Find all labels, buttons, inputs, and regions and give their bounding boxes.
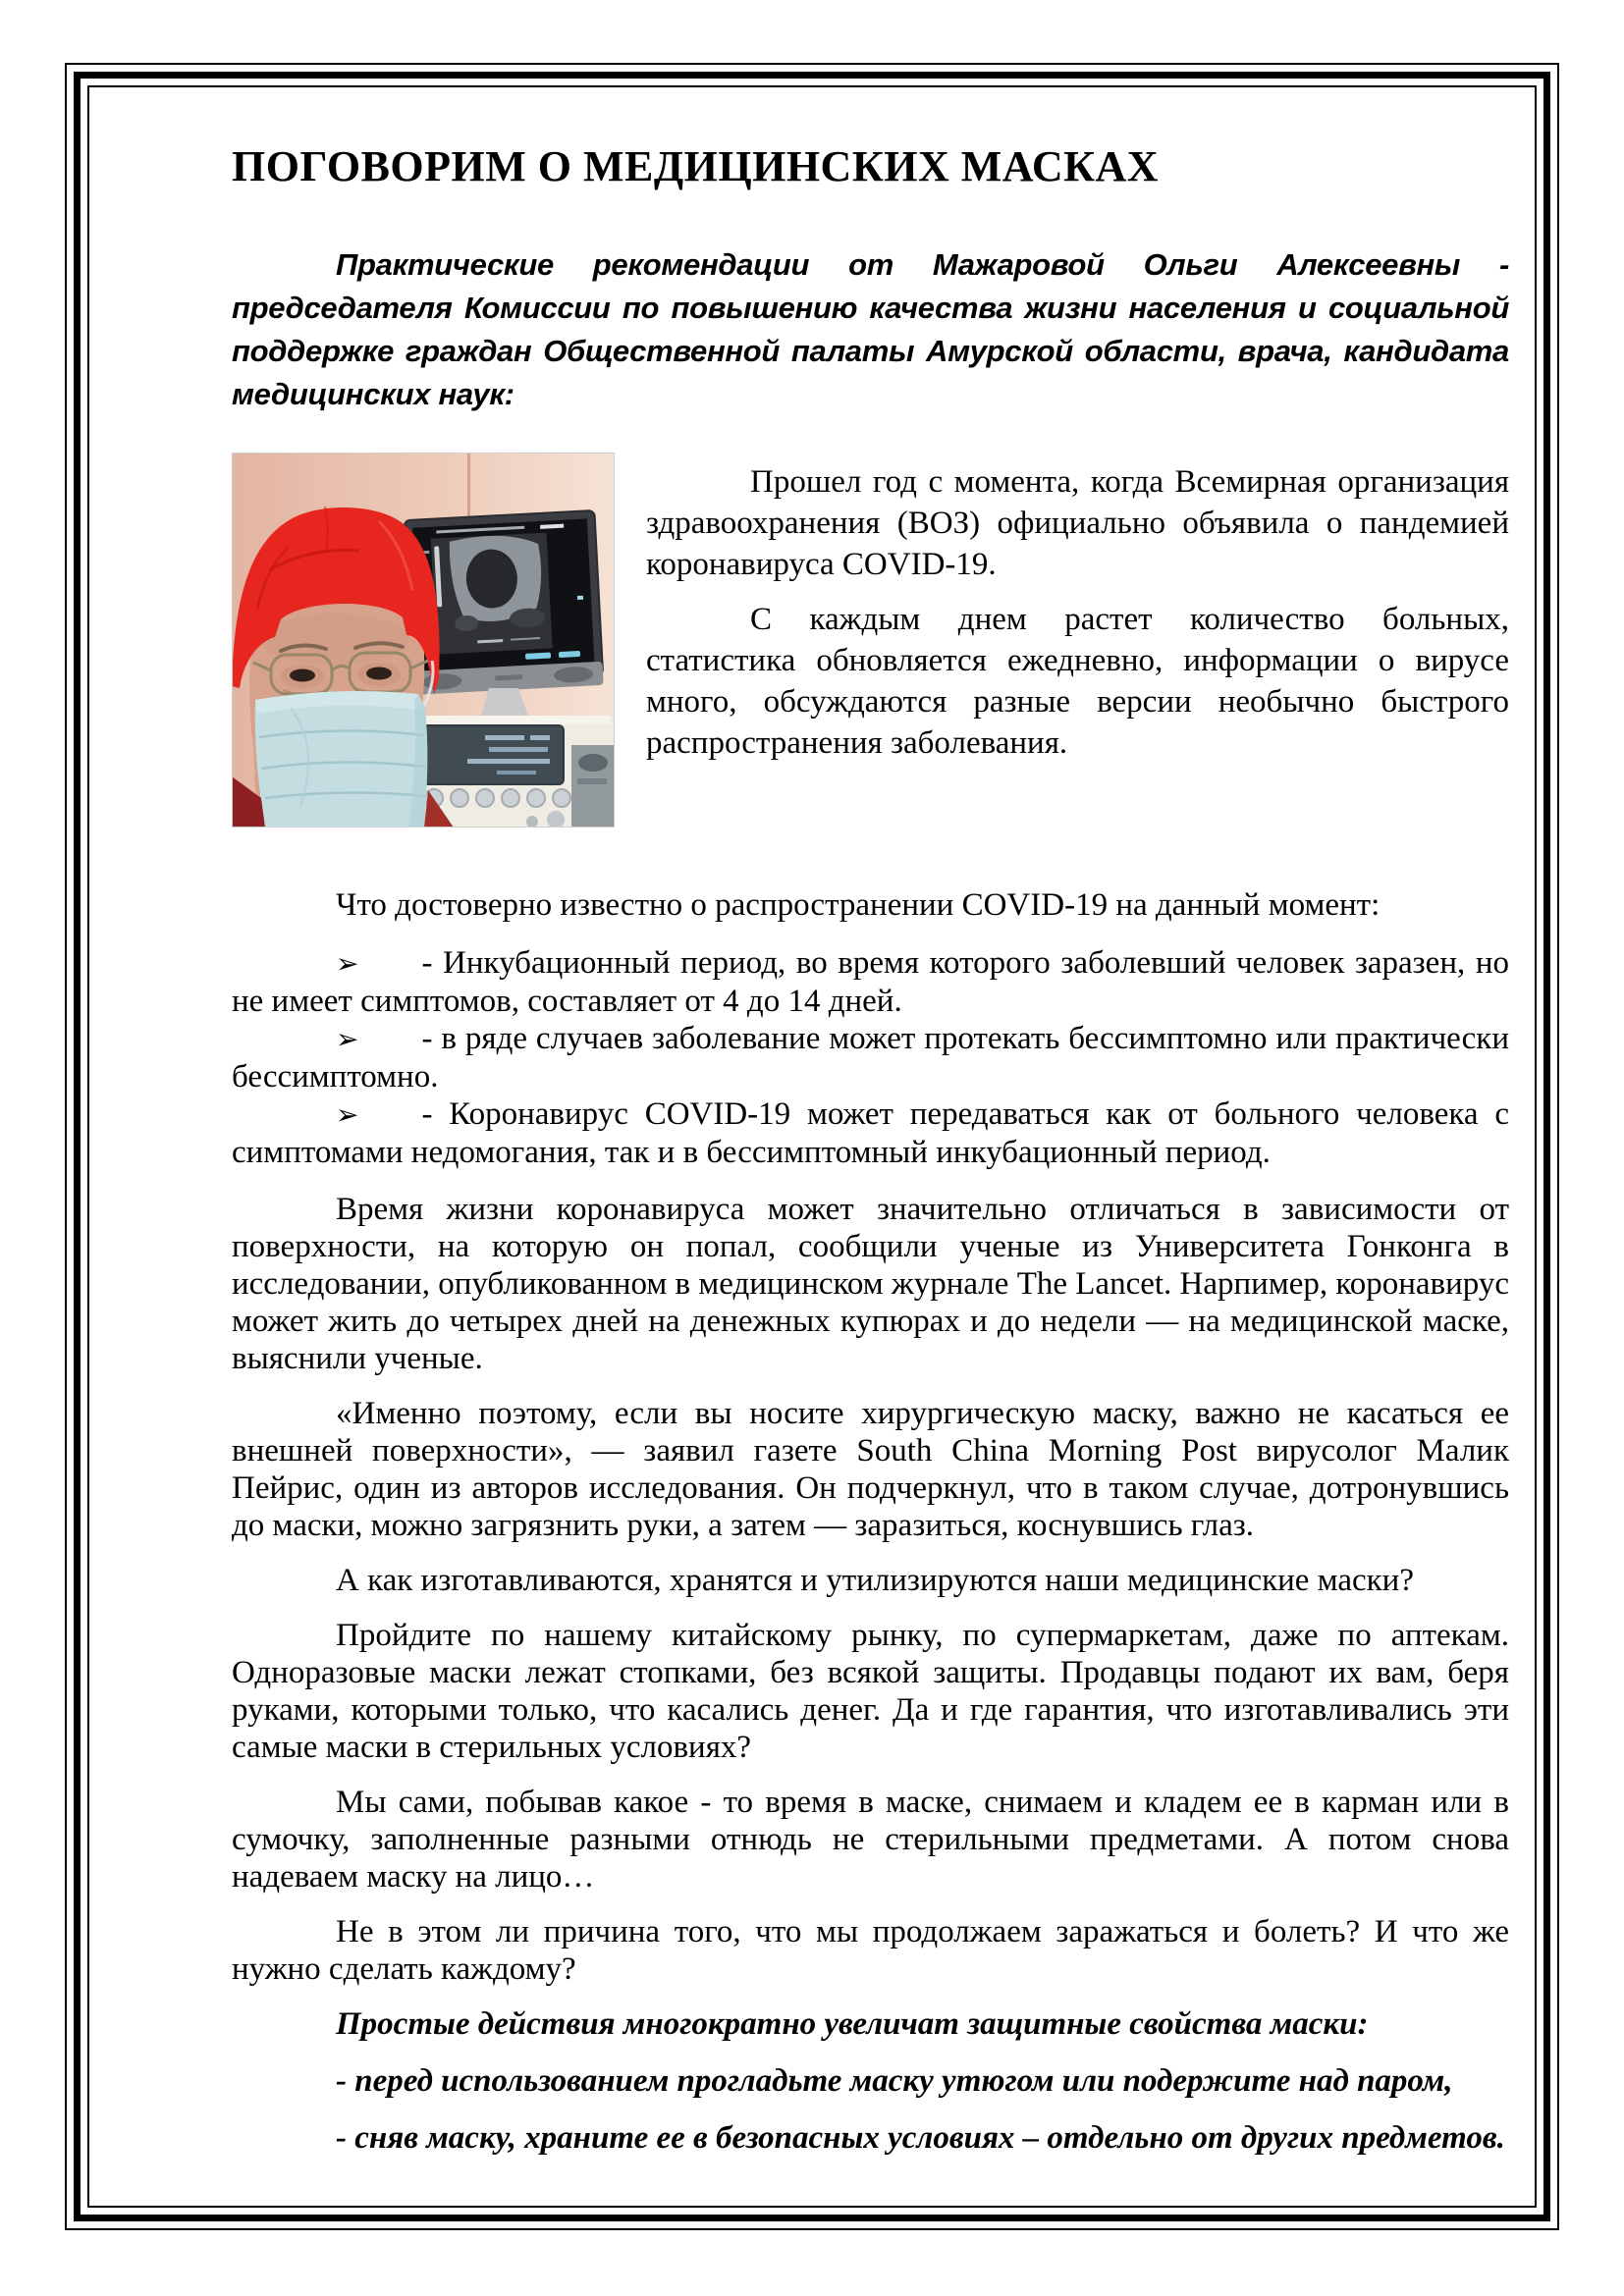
document-title: ПОГОВОРИМ О МЕДИЦИНСКИХ МАСКАХ — [232, 142, 1160, 190]
paragraph: А как изготавливаются, хранятся и утилизируются наши медицинские маски? — [336, 1563, 1414, 1598]
arrow-bullet-icon: ➢ — [336, 1023, 359, 1055]
paragraph: «Именно поэтому, если вы носите хирургическую маску, важно не касаться ее внешней поверхности», — заявил газете South China Morning Post вирусолог Малик Пейрис, один из авторов исследования. Он подчеркнул, что в таком случае, дотронувшись до маски, можно загрязнить руки, а затем — заразиться, коснувшись глаз. — [232, 1396, 1509, 1543]
recommendation-item: - перед использованием прогладьте маску утюгом или подержите над паром, — [336, 2063, 1453, 2099]
right-eye — [366, 667, 392, 680]
left-eye — [290, 669, 315, 682]
list-item-text: - в ряде случаев заболевание может протекать бессимптомно или практически бессимптомно. — [232, 1021, 1509, 1095]
doctor-figure — [232, 507, 454, 828]
arrow-bullet-icon: ➢ — [336, 1098, 359, 1131]
paragraph: Прошел год с момента, когда Всемирная организация здравоохранения (ВОЗ) официально объявила о пандемией коронавируса COVID-19. — [646, 464, 1509, 582]
paragraph: Мы сами, побывав какое - то время в маске, снимаем и кладем ее в карман или в сумочку, заполненные разными отнюдь не стерильными предметами. А потом снова надеваем маску на лицо… — [232, 1785, 1509, 1895]
doctor-selfie-photo — [232, 453, 615, 828]
paragraph: Пройдите по нашему китайскому рынку, по супермаркетам, даже по аптекам. Одноразовые маски лежат стопками, без всякой защиты. Продавцы подают их вам, беря руками, которыми только, что касались денег. Да и где гарантия, что изготавливались эти самые маски в стерильных условиях? — [232, 1618, 1509, 1765]
paragraph: Не в этом ли причина того, что мы продолжаем заражаться и болеть? И что же нужно сделать каждому? — [232, 1914, 1509, 1987]
facts-heading: Что достоверно известно о распространении COVID-19 на данный момент: — [336, 887, 1380, 923]
recommendation-heading: Простые действия многократно увеличат защитные свойства маски: — [336, 2006, 1369, 2042]
known-facts-list — [232, 944, 1509, 1171]
intro-paragraph: Практические рекомендации от Мажаровой Ольги Алексеевны - председателя Комиссии по повышению качества жизни населения и социальной поддержке граждан Общественной палаты Амурской области, врача, кандидата медицинских наук: — [232, 247, 1509, 411]
document-content — [232, 139, 1509, 2176]
list-item — [232, 944, 1509, 1020]
medical-mask — [255, 691, 428, 828]
paragraph: Время жизни коронавируса может значительно отличаться в зависимости от поверхности, на которую он попал, сообщили ученые из Университета Гонконга в исследовании, опубликованном в медицинском журнале The Lancet. Нарпимер, коронавирус может жить до четырех дней на денежных купюрах и до недели — на медицинской маске, выяснили ученые. — [232, 1192, 1509, 1376]
wall-seam — [467, 453, 470, 519]
list-item — [232, 1020, 1509, 1095]
arrow-bullet-icon: ➢ — [336, 947, 359, 980]
paragraph: С каждым днем растет количество больных, статистика обновляется ежедневно, информации о вирусе много, обсуждаются разные версии необычно быстрого распространения заболевания. — [646, 602, 1509, 761]
list-item-text: - Инкубационный период, во время которого заболевший человек заразен, но не имеет симптомов, составляет от 4 до 14 дней. — [232, 945, 1509, 1019]
recommendation-item: - сняв маску, храните ее в безопасных условиях – отдельно от других предметов. — [336, 2120, 1505, 2156]
list-item-text: - Коронавирус COVID-19 может передаваться как от больного человека с симптомами недомогания, так и в бессимптомный инкубационный период. — [232, 1096, 1509, 1170]
list-item — [232, 1095, 1509, 1171]
